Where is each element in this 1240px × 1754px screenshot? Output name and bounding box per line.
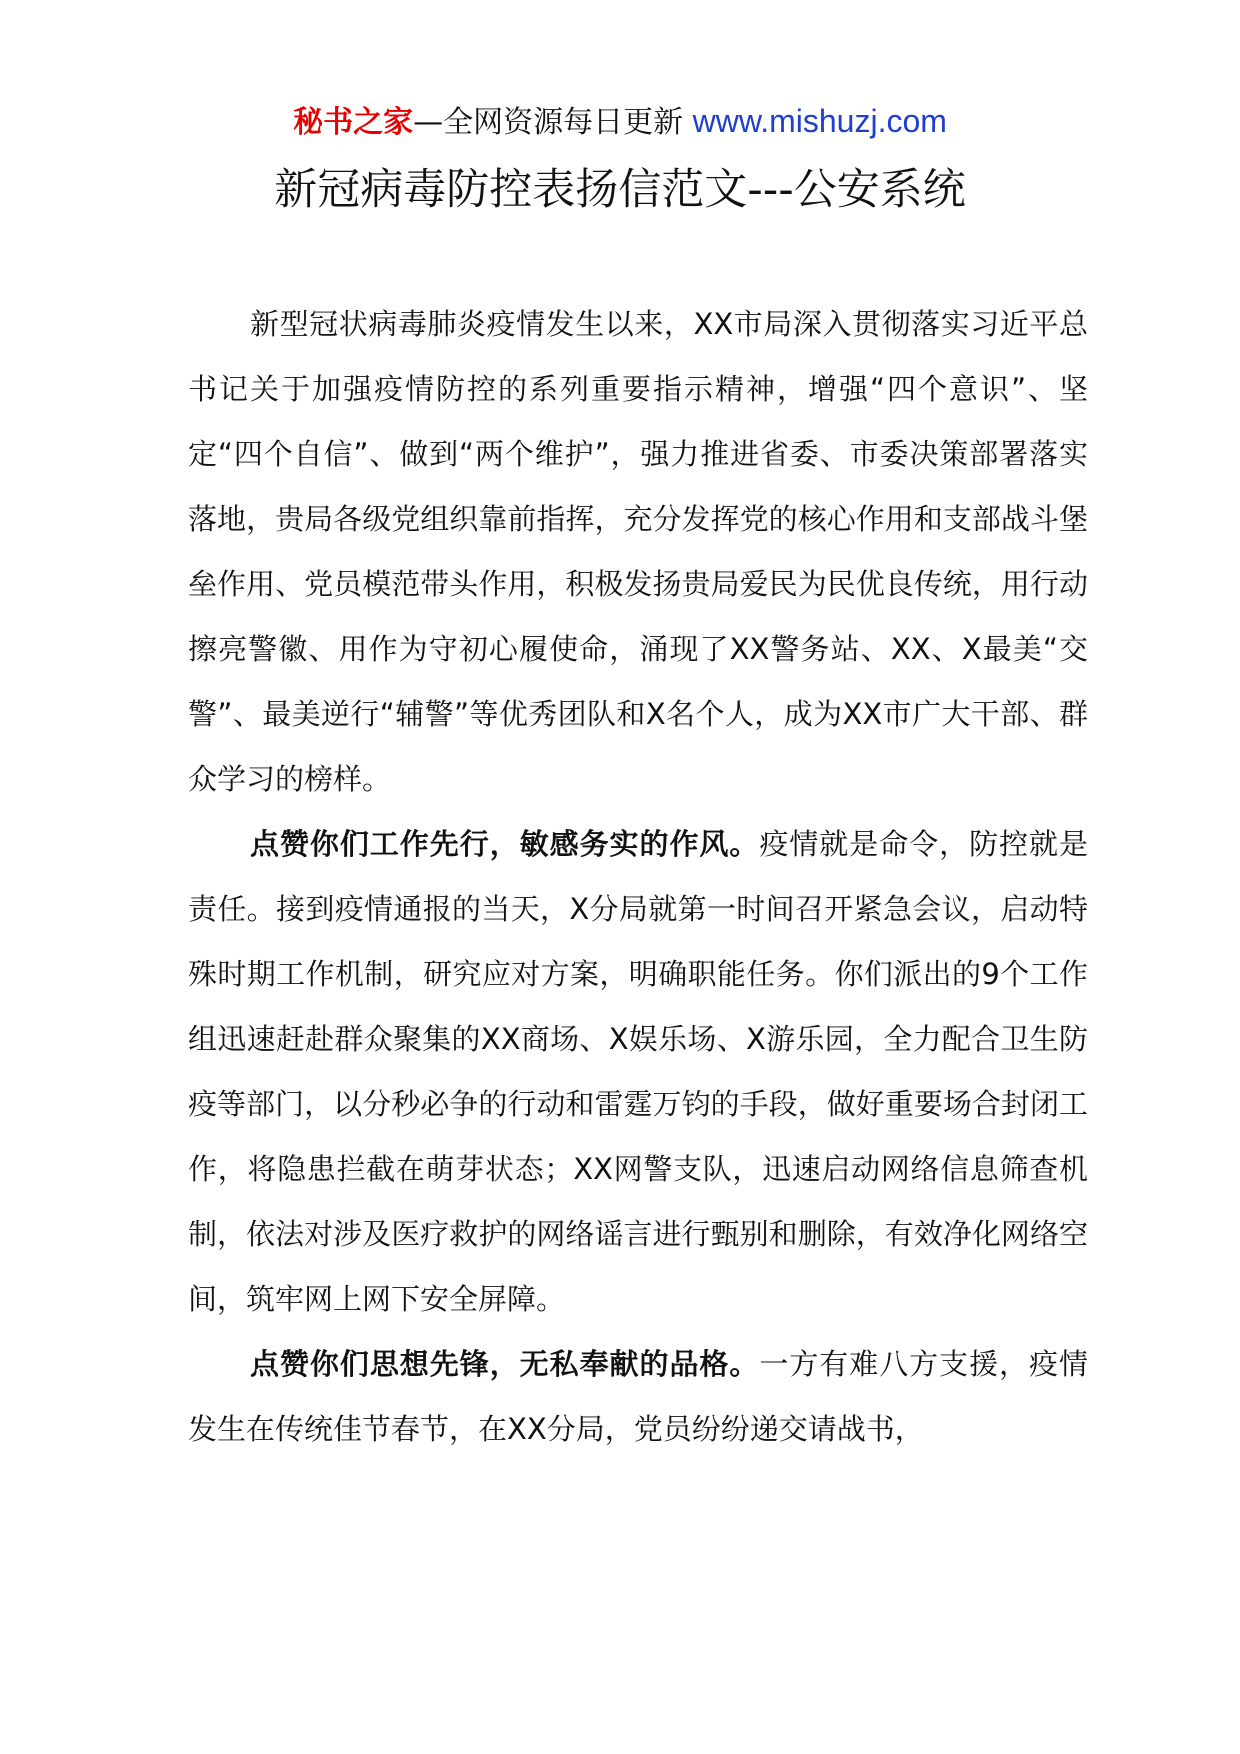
paragraph-lead: 点赞你们思想先锋，无私奉献的品格。 bbox=[250, 1347, 760, 1381]
brand-name: 秘书之家 bbox=[293, 105, 414, 140]
paragraph-lead: 点赞你们工作先行，敏感务实的作风。 bbox=[250, 827, 760, 861]
site-slogan: —全网资源每日更新 bbox=[413, 105, 684, 140]
paragraph-dedication bbox=[188, 1332, 1088, 1462]
paragraph-text: 一方有难八方支援，疫情发生在传统佳节春节，在XX分局，党员纷纷递交请战书， bbox=[188, 1347, 1088, 1446]
site-banner bbox=[0, 100, 1240, 144]
paragraph-text: 新型冠状病毒肺炎疫情发生以来，XX市局深入贯彻落实习近平总书记关于加强疫情防控的系列重要指示精神，增强“四个意识”、坚定“四个自信”、做到“两个维护”，强力推进省委、市委决策部署落实落地，贵局各级党组织靠前指挥，充分发挥党的核心作用和支部战斗堡垒作用、党员模范带头作用，积极发扬贵局爱民为民优良传统，用行动擦亮警徽、用作为守初心履使命，涌现了XX警务站、XX、X最美“交警”、最美逆行“辅警”等优秀团队和X名个人，成为XX市广大干部、群众学习的榜样。 bbox=[188, 307, 1088, 796]
document-title: 新冠病毒防控表扬信范文---公安系统 bbox=[274, 165, 966, 215]
paragraph-work-style bbox=[188, 812, 1088, 1332]
paragraph-text: 疫情就是命令，防控就是责任。接到疫情通报的当天，X分局就第一时间召开紧急会议，启动特殊时期工作机制，研究应对方案，明确职能任务。你们派出的9个工作组迅速赶赴群众聚集的XX商场、X娱乐场、X游乐园，全力配合卫生防疫等部门，以分秒必争的行动和雷霆万钧的手段，做好重要场合封闭工作，将隐患拦截在萌芽状态；XX网警支队，迅速启动网络信息筛查机制，依法对涉及医疗救护的网络谣言进行甄别和删除，有效净化网络空间，筑牢网上网下安全屏障。 bbox=[188, 827, 1088, 1316]
paragraph-intro bbox=[188, 292, 1088, 812]
site-url-link[interactable]: www.mishuzj.com bbox=[692, 103, 947, 139]
document-body bbox=[188, 292, 1088, 1462]
